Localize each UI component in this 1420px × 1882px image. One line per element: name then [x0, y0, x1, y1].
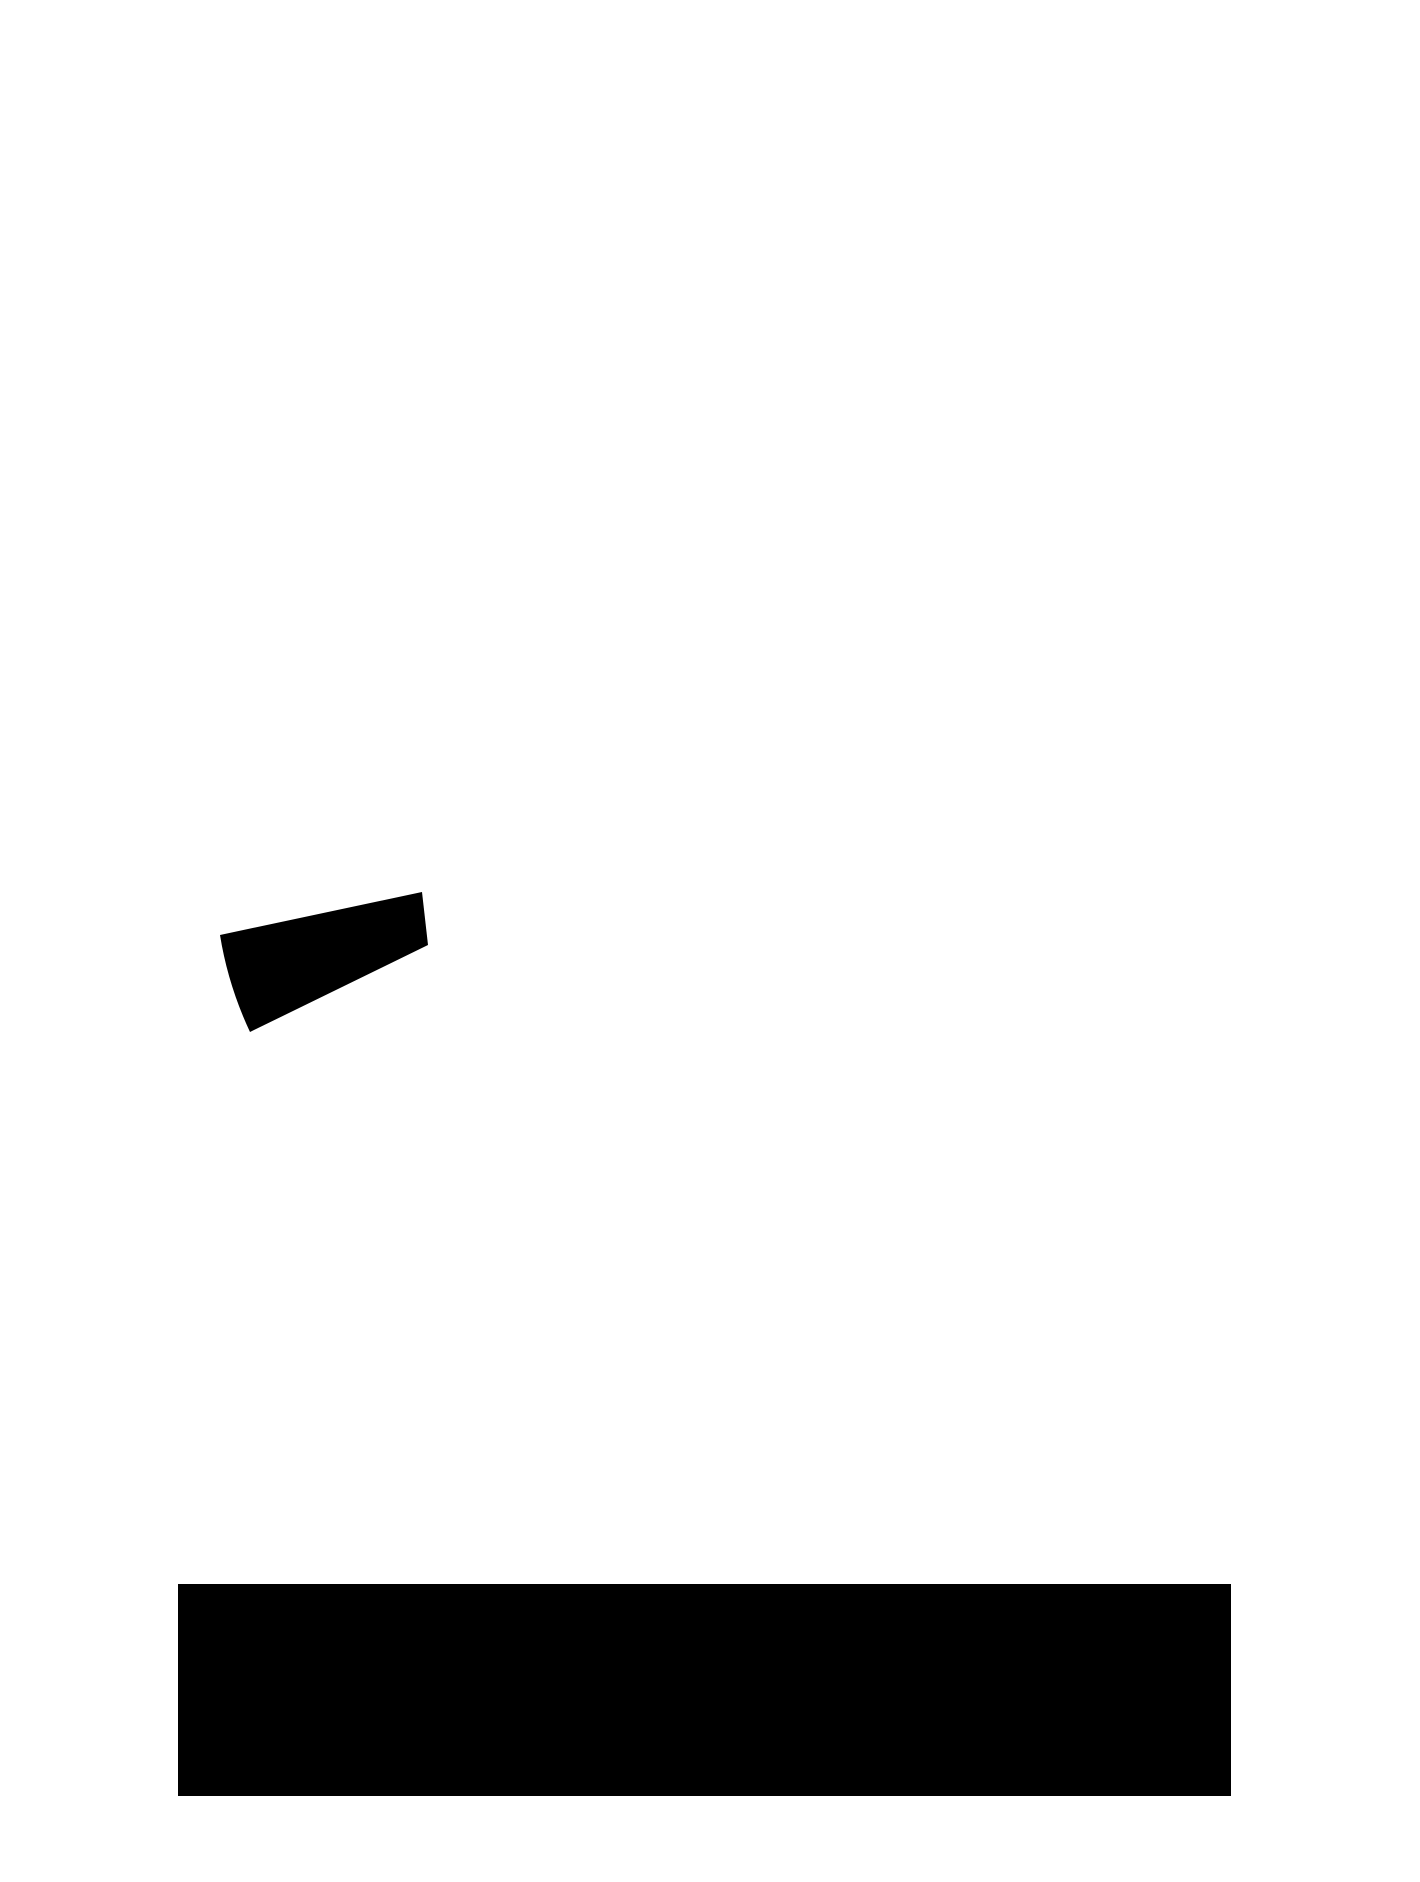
- solid-bar-mark: [178, 1584, 1231, 1796]
- angled-wedge-mark: [216, 875, 432, 1035]
